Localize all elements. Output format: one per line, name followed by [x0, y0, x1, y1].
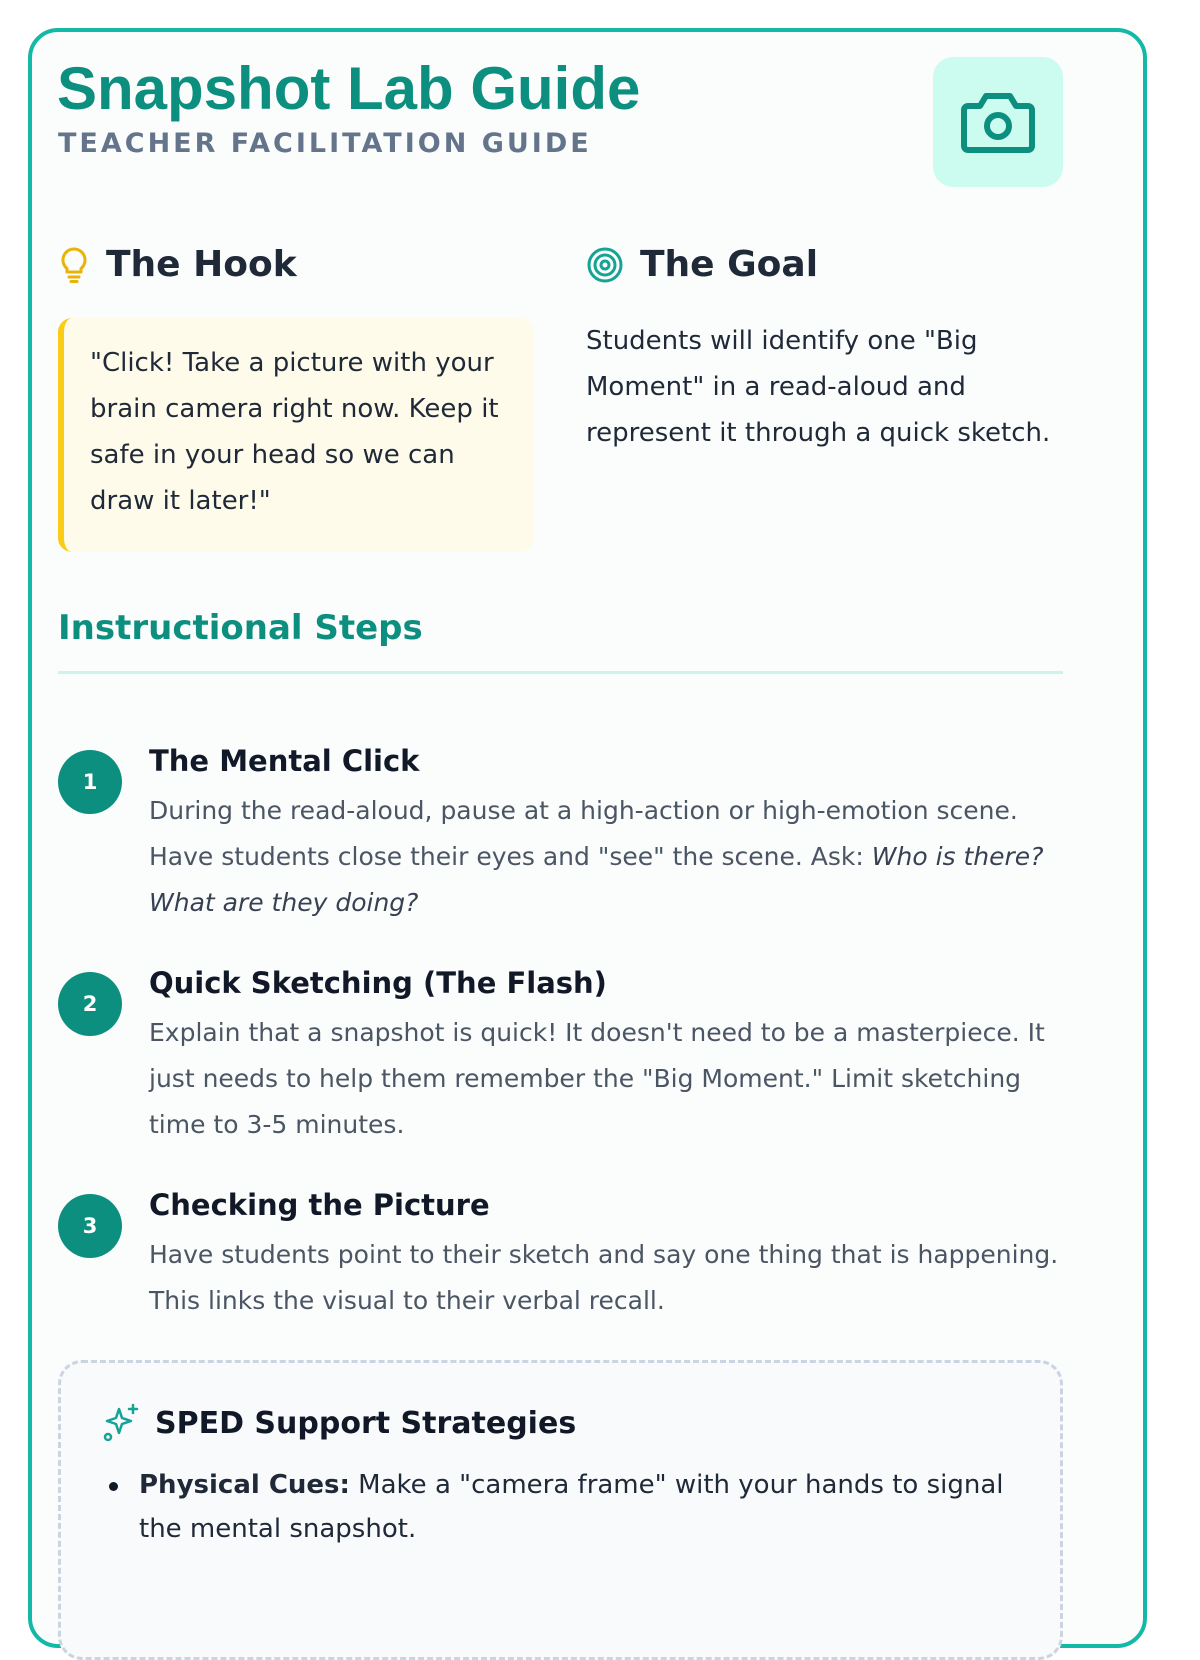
- step-number-badge: 2: [58, 972, 122, 1036]
- goal-heading: [586, 244, 818, 285]
- hook-heading: [58, 244, 297, 285]
- page-subtitle: TEACHER FACILITATION GUIDE: [58, 128, 592, 159]
- target-icon: [586, 246, 624, 284]
- sped-support-box: [58, 1360, 1063, 1660]
- section-divider: [58, 671, 1063, 674]
- step-body-question: Who is there? What are they doing?: [149, 842, 1044, 917]
- goal-text: Students will identify one "Big Moment" in a read-aloud and represent it through a quick sketch.: [586, 326, 1051, 448]
- sped-list: [101, 1463, 1031, 1551]
- list-item: [101, 1463, 1031, 1551]
- step-body-text: During the read-aloud, pause at a high-action or high-emotion scene. Have students close their eyes and "see" the scene. Ask:: [149, 796, 1018, 871]
- step-title: Checking the Picture: [149, 1188, 490, 1222]
- sparkles-icon: [101, 1403, 141, 1443]
- steps-heading: Instructional Steps: [58, 608, 423, 648]
- step-body: Explain that a snapshot is quick! It doesn't need to be a masterpiece. It just needs to help them remember the "Big Moment." Limit sketching time to 3-5 minutes.: [149, 1018, 1045, 1139]
- lightbulb-icon: [58, 246, 90, 284]
- goal-heading-label: The Goal: [640, 244, 819, 285]
- sped-heading-label: SPED Support Strategies: [155, 1405, 577, 1441]
- step-title: The Mental Click: [149, 744, 420, 778]
- hook-heading-label: The Hook: [106, 244, 297, 285]
- logo-badge: [933, 57, 1063, 187]
- list-item-text: Make a "camera frame" with your hands to signal the mental snapshot.: [139, 1470, 1004, 1544]
- step-body: [149, 788, 1074, 926]
- step-number-badge: 1: [58, 750, 122, 814]
- step-body: Have students point to their sketch and say one thing that is happening. This links the visual to their verbal recall.: [149, 1240, 1059, 1315]
- list-item-label: Physical Cues:: [139, 1470, 350, 1500]
- sped-heading: [101, 1403, 576, 1443]
- step-title: Quick Sketching (The Flash): [149, 966, 607, 1000]
- camera-icon: [960, 90, 1036, 154]
- hook-quote: "Click! Take a picture with your brain camera right now. Keep it safe in your head so we can draw it later!": [58, 318, 534, 552]
- step-number-badge: 3: [58, 1194, 122, 1258]
- page-title: Snapshot Lab Guide: [57, 55, 641, 122]
